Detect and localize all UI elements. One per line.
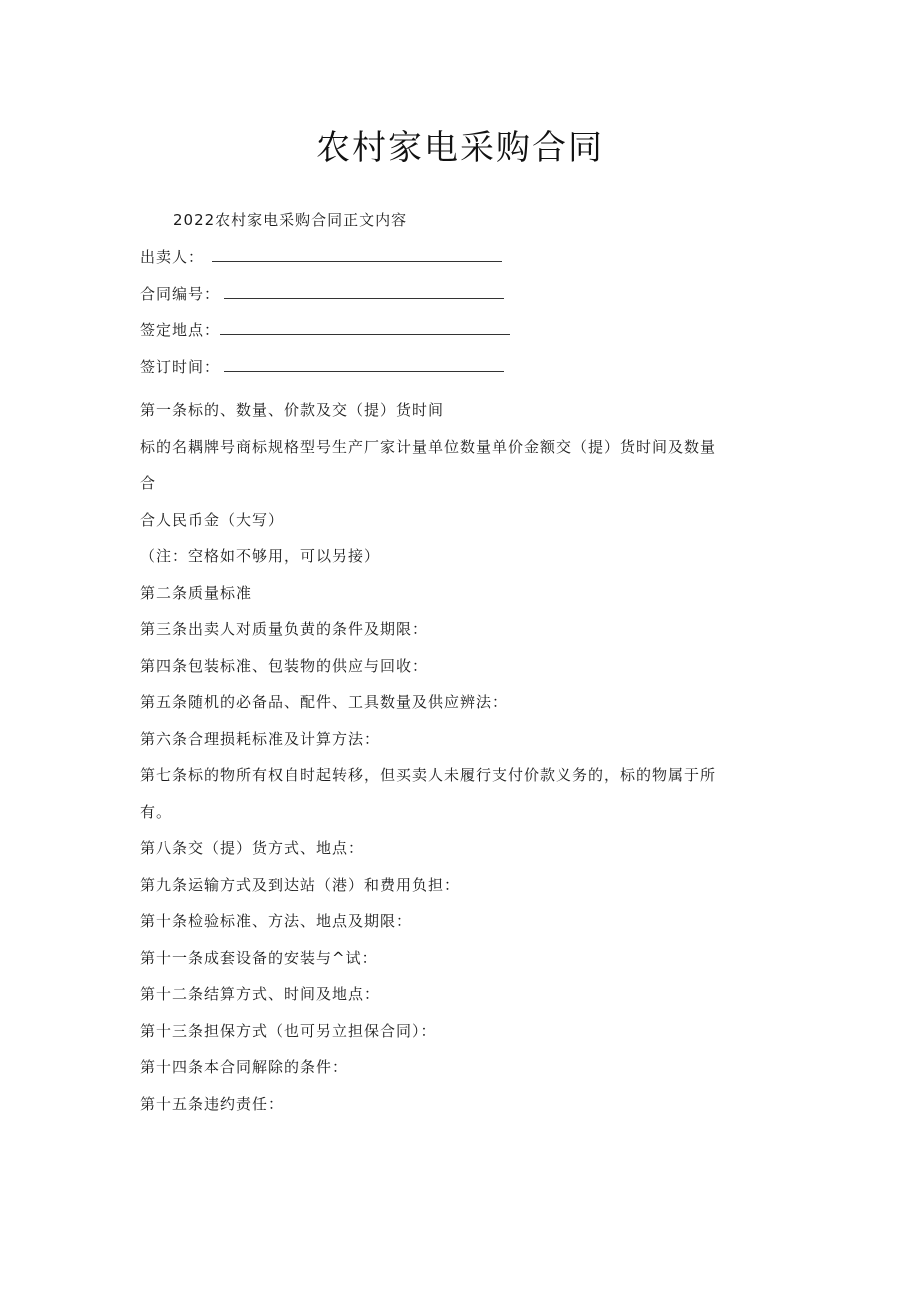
- seller-label: 出卖人：: [140, 248, 205, 266]
- page-title: 农村家电采购合同: [316, 128, 604, 168]
- contract-clauses: [140, 392, 760, 1122]
- clause-line: 第十三条担保方式（也可另立担保合同）：: [140, 1021, 437, 1040]
- contract-number-blank-line: [224, 282, 504, 299]
- seller-blank-line: [212, 245, 502, 262]
- clause-line: 第五条随机的必备品、配件、工具数量及供应辨法：: [140, 693, 509, 711]
- clause-line: （注：空格如不够用，可以另接）: [140, 547, 381, 565]
- contract-number-field: [140, 282, 504, 306]
- seller-field: [140, 245, 502, 269]
- signing-place-field: [140, 318, 510, 342]
- clause-line: 有。: [140, 802, 173, 821]
- clause-line: 第九条运输方式及到达站（港）和费用负担：: [140, 875, 461, 894]
- clause-line: 第六条合理损耗标准及计算方法：: [140, 729, 381, 748]
- signing-place-label: 签定地点：: [140, 321, 221, 339]
- signing-time-blank-line: [224, 355, 504, 372]
- clause-line: 第三条出卖人对质量负黄的条件及期限：: [140, 620, 429, 638]
- signing-place-blank-line: [220, 318, 510, 335]
- clause-line: 第十二条结算方式、时间及地点：: [140, 985, 381, 1003]
- clause-line: 第二条质量标准: [140, 583, 253, 602]
- signing-time-label: 签订时间：: [140, 358, 221, 376]
- clause-line: 第四条包装标准、包装物的供应与回收：: [140, 656, 429, 675]
- clause-line: 第十四条本合同解除的条件：: [140, 1058, 349, 1076]
- clause-line: 合人民币金（大写）: [140, 510, 285, 529]
- contract-number-label: 合同编号：: [140, 285, 221, 303]
- clause-line: 第八条交（提）货方式、地点：: [140, 839, 365, 857]
- clause-line: 第七条标的物所有权自时起转移，但买卖人未履行支付价款义务的，标的物属于所: [140, 766, 717, 784]
- clause-line: 第一条标的、数量、价款及交（提）货时间: [140, 401, 445, 419]
- clause-line: 第十五条违约责任：: [140, 1094, 285, 1113]
- clause-line: 合: [140, 474, 157, 492]
- clause-line: 第十条检验标准、方法、地点及期限：: [140, 912, 413, 930]
- document-subtitle: 2022农村家电采购合同正文内容: [173, 211, 408, 229]
- clause-line: 标的名耦牌号商标规格型号生产厂家计量单位数量单价金额交（提）货时间及数量: [140, 437, 717, 456]
- signing-time-field: [140, 355, 504, 379]
- clause-line: 第十一条成套设备的安装与^试：: [140, 948, 378, 967]
